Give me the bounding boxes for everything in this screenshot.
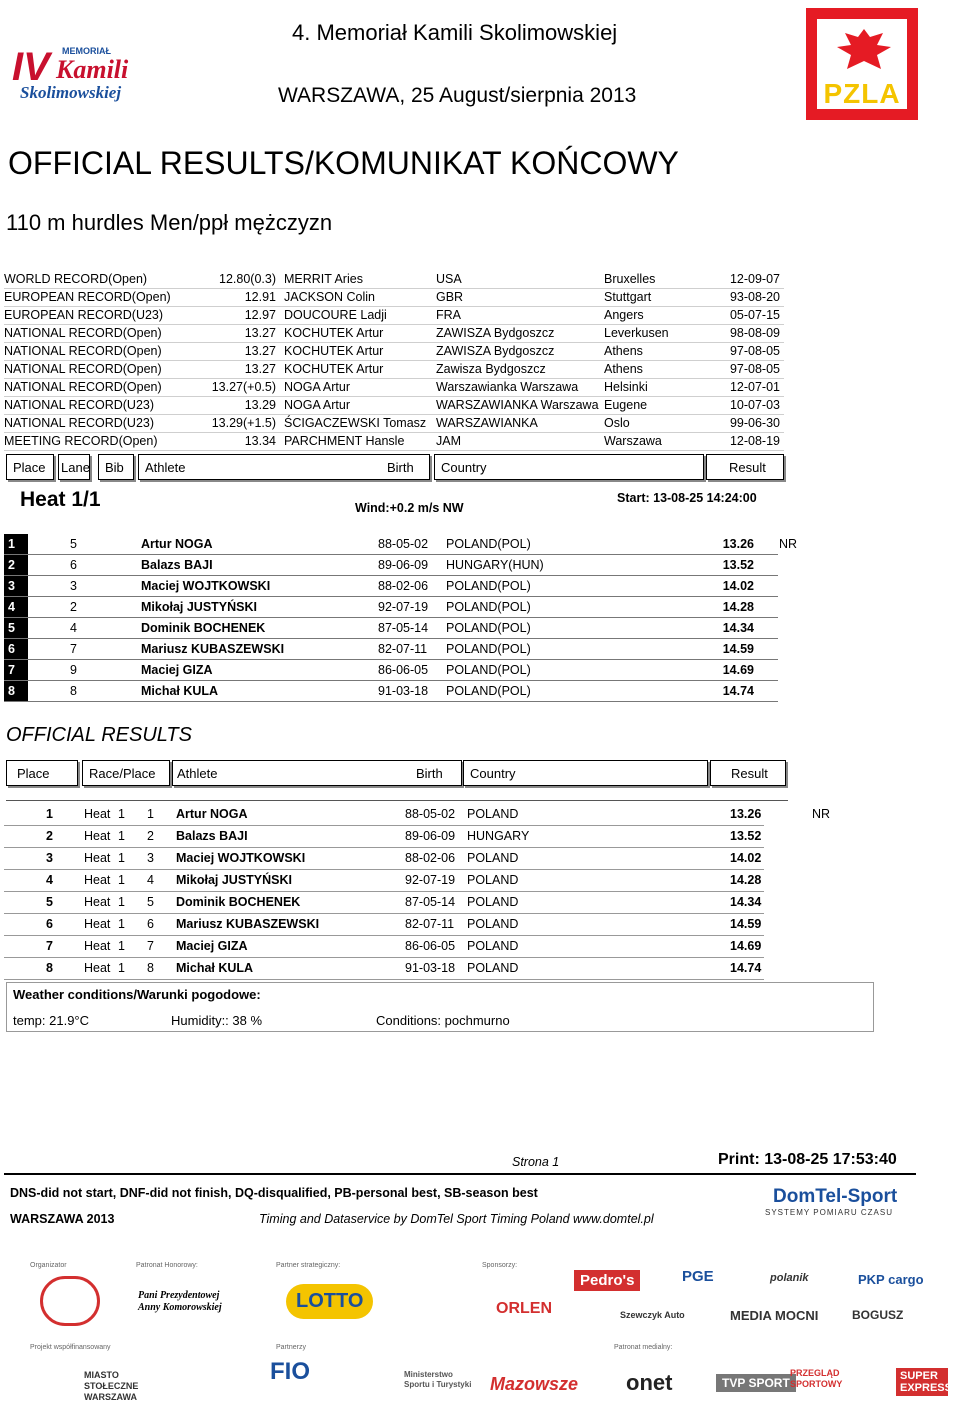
row-lane: 5: [70, 537, 77, 551]
sponsor-label: Partnerzy: [276, 1344, 306, 1351]
row-heat-number: 1: [118, 939, 125, 953]
row-country: POLAND: [467, 895, 519, 909]
record-result: 13.27(+0.5): [211, 380, 276, 394]
page-title: OFFICIAL RESULTS/KOMUNIKAT KOŃCOWY: [8, 145, 679, 181]
row-country: POLAND: [467, 917, 519, 931]
record-athlete: MERRIT Aries: [284, 272, 363, 286]
row-heat: Heat: [84, 851, 111, 865]
record-athlete: KOCHUTEK Artur: [284, 362, 384, 376]
record-result: 13.27: [244, 362, 276, 376]
sponsors-strip: [0, 1250, 960, 1414]
row-race-place: 1: [147, 807, 154, 821]
row-birth: 88-05-02: [378, 537, 429, 551]
row-result: 14.59: [730, 917, 762, 931]
row-lane: 2: [70, 600, 77, 614]
record-athlete: KOCHUTEK Artur: [284, 326, 384, 340]
column-header-birth: Birth: [410, 760, 462, 786]
row-heat-number: 1: [118, 851, 125, 865]
record-name: EUROPEAN RECORD(Open): [4, 290, 171, 304]
column-header-place: Place: [6, 454, 54, 480]
record-result: 13.27: [244, 326, 276, 340]
record-date: 05-07-15: [729, 308, 780, 322]
pge-logo: PGE: [682, 1268, 714, 1285]
szewczyk-logo: Szewczyk Auto: [620, 1310, 685, 1320]
record-name: NATIONAL RECORD(U23): [4, 416, 155, 430]
row-place: 8: [4, 681, 28, 701]
event-title: 4. Memoriał Kamili Skolimowskiej: [292, 20, 618, 45]
domtel-logo-subtitle: SYSTEMY POMIARU CZASU: [765, 1208, 893, 1217]
row-athlete: Mikołaj JUSTYŃSKI: [141, 600, 257, 614]
record-date: 97-08-05: [729, 362, 780, 376]
record-country: FRA: [436, 308, 461, 322]
row-athlete: Maciej GIZA: [141, 663, 213, 677]
record-name: NATIONAL RECORD(Open): [4, 362, 162, 376]
column-header-result: Result: [706, 454, 784, 480]
sponsor-label: Patronat Honorowy:: [136, 1262, 198, 1269]
record-name: NATIONAL RECORD(Open): [4, 380, 162, 394]
record-result: 13.34: [244, 434, 276, 448]
sponsor-label: Organizator: [30, 1262, 67, 1269]
row-heat: Heat: [84, 895, 111, 909]
row-race-place: 4: [147, 873, 154, 887]
row-country: HUNGARY(HUN): [446, 558, 544, 572]
record-result: 12.80(0.3): [219, 272, 276, 286]
abbreviation-legend: DNS-did not start, DNF-did not finish, DQ-disqualified, PB-personal best, SB-season best: [10, 1186, 538, 1200]
row-heat: Heat: [84, 939, 111, 953]
record-row: [4, 288, 784, 307]
table-row: [4, 847, 764, 870]
record-athlete: NOGA Artur: [284, 398, 350, 412]
weather-humidity: Humidity:: 38 %: [171, 1013, 263, 1028]
row-result: 14.59: [722, 642, 754, 656]
record-name: MEETING RECORD(Open): [4, 434, 158, 448]
column-header-athlete: Athlete: [172, 760, 462, 786]
row-athlete: Maciej WOJTKOWSKI: [176, 851, 306, 865]
eagle-icon: [817, 23, 911, 83]
row-birth: 87-05-14: [405, 895, 456, 909]
record-athlete: DOUCOURE Ladji: [284, 308, 387, 322]
row-country: POLAND: [467, 807, 519, 821]
record-country: WARSZAWIANKA: [436, 416, 538, 430]
row-place: 3: [4, 576, 28, 596]
row-place: 2: [46, 829, 53, 843]
pzla-logo: [806, 8, 918, 120]
table-row: [4, 957, 764, 980]
row-athlete: Artur NOGA: [141, 537, 213, 551]
record-country: GBR: [436, 290, 464, 304]
row-place: 6: [4, 639, 28, 659]
record-place: Oslo: [604, 416, 630, 430]
row-birth: 86-06-05: [378, 663, 429, 677]
row-athlete: Mariusz KUBASZEWSKI: [141, 642, 285, 656]
row-heat: Heat: [84, 807, 111, 821]
column-header-lane: Lane: [58, 454, 90, 480]
row-heat-number: 1: [118, 895, 125, 909]
record-date: 99-06-30: [729, 416, 780, 430]
row-country: POLAND(POL): [446, 537, 531, 551]
patron-logo: Pani Prezydentowej Anny Komorowskiej: [138, 1290, 222, 1313]
row-place: 1: [46, 807, 53, 821]
row-place: 6: [46, 917, 53, 931]
table-row: [4, 597, 778, 618]
svg-text:MEMORIAŁ: MEMORIAŁ: [62, 46, 111, 56]
row-heat: Heat: [84, 873, 111, 887]
row-lane: 9: [70, 663, 77, 677]
event-location-date: WARSZAWA, 25 August/sierpnia 2013: [278, 84, 637, 107]
column-header-birth: Birth: [381, 454, 430, 480]
row-heat-number: 1: [118, 917, 125, 931]
row-birth: 88-05-02: [405, 807, 456, 821]
column-header-result: Result: [710, 760, 786, 786]
official-results-title: OFFICIAL RESULTS: [6, 724, 192, 746]
discipline-title: 110 m hurdles Men/ppł mężczyzn: [6, 210, 333, 235]
row-result: 13.52: [730, 829, 762, 843]
row-race-place: 8: [147, 961, 154, 975]
row-place: 7: [46, 939, 53, 953]
row-race-place: 7: [147, 939, 154, 953]
row-birth: 86-06-05: [405, 939, 456, 953]
row-lane: 3: [70, 579, 77, 593]
onet-logo: onet: [626, 1370, 673, 1395]
row-country: POLAND(POL): [446, 663, 531, 677]
record-date: 12-09-07: [729, 272, 780, 286]
record-athlete: PARCHMENT Hansle: [284, 434, 405, 448]
organizer-logo: [40, 1276, 100, 1326]
record-country: USA: [436, 272, 462, 286]
sponsor-label: Projekt współfinansowany: [30, 1344, 111, 1351]
row-birth: 88-02-06: [405, 851, 456, 865]
row-place: 4: [46, 873, 53, 887]
svg-text:Skolimowskiej: Skolimowskiej: [20, 83, 122, 102]
row-result: 14.34: [730, 895, 762, 909]
row-country: POLAND(POL): [446, 600, 531, 614]
row-race-place: 2: [147, 829, 154, 843]
row-athlete: Michał KULA: [141, 684, 219, 698]
domtel-logo-text: DomTel-Sport: [773, 1186, 898, 1207]
record-place: Athens: [604, 344, 643, 358]
row-lane: 4: [70, 621, 77, 635]
record-row: [4, 432, 784, 451]
row-race-place: 5: [147, 895, 154, 909]
table-row: [4, 534, 798, 555]
record-date: 93-08-20: [729, 290, 780, 304]
media-mocni-logo: MEDIA MOCNI: [730, 1308, 819, 1323]
record-country: WARSZAWIANKA Warszawa: [436, 398, 599, 412]
lotto-logo: LOTTO: [286, 1284, 373, 1319]
record-athlete: JACKSON Colin: [284, 290, 375, 304]
table-row: [4, 803, 831, 826]
weather-box: [6, 982, 874, 1032]
row-heat: Heat: [84, 961, 111, 975]
pzla-logo-text: PZLA: [823, 78, 901, 109]
bogusz-logo: BOGUSZ: [852, 1308, 904, 1322]
row-result: 13.52: [722, 558, 754, 572]
record-name: WORLD RECORD(Open): [4, 272, 148, 286]
row-country: POLAND: [467, 851, 519, 865]
row-birth: 92-07-19: [405, 873, 456, 887]
memorial-logo-graphic: [10, 40, 160, 102]
record-place: Leverkusen: [604, 326, 669, 340]
record-place: Warszawa: [604, 434, 662, 448]
record-row: [4, 378, 784, 397]
record-result: 12.91: [244, 290, 276, 304]
record-row: [4, 306, 784, 325]
column-header-athlete: Athlete: [138, 454, 430, 480]
sponsor-label: Partner strategiczny:: [276, 1262, 341, 1269]
table-row: [4, 869, 764, 892]
row-result: 14.74: [730, 961, 762, 975]
row-athlete: Maciej GIZA: [176, 939, 248, 953]
row-country: HUNGARY: [467, 829, 530, 843]
row-race-place: 6: [147, 917, 154, 931]
row-result: 13.26: [730, 807, 762, 821]
row-result: 14.69: [722, 663, 754, 677]
row-country: POLAND: [467, 939, 519, 953]
warszawa-logo: MIASTO STOŁECZNE WARSZAWA: [84, 1370, 139, 1402]
table-row: [4, 891, 764, 914]
row-athlete: Balazs BAJI: [176, 829, 248, 843]
row-country: POLAND(POL): [446, 579, 531, 593]
wind-info: Wind:+0.2 m/s NW: [355, 501, 464, 515]
record-row: [4, 414, 784, 433]
row-country: POLAND(POL): [446, 621, 531, 635]
row-birth: 82-07-11: [405, 917, 455, 931]
weather-temp: temp: 21.9°C: [13, 1013, 90, 1028]
sponsor-label: Sponsorzy:: [482, 1262, 518, 1269]
record-result: 13.27: [244, 344, 276, 358]
table-row: [4, 639, 778, 660]
column-header-race-place: Race/Place: [82, 760, 170, 786]
table-row: [4, 825, 764, 848]
table-row: [4, 913, 764, 936]
footer-location: WARSZAWA 2013: [10, 1212, 115, 1226]
heat-title: Heat 1/1: [20, 488, 101, 511]
record-result: 13.29(+1.5): [211, 416, 276, 430]
record-country: ZAWISZA Bydgoszcz: [436, 326, 555, 340]
record-row: [4, 342, 784, 361]
page-number: Strona 1: [512, 1155, 560, 1169]
row-athlete: Michał KULA: [176, 961, 254, 975]
row-place: 5: [4, 618, 28, 638]
row-country: POLAND: [467, 873, 519, 887]
orlen-logo: ORLEN: [496, 1300, 552, 1317]
record-row: [4, 270, 784, 289]
row-place: 8: [46, 961, 53, 975]
column-header-place: Place: [6, 760, 78, 786]
row-heat: Heat: [84, 829, 111, 843]
row-place: 3: [46, 851, 53, 865]
row-result: 14.02: [730, 851, 762, 865]
row-place: 1: [4, 534, 28, 554]
przeglad-sportowy-logo: PRZEGLĄD SPORTOWY: [790, 1368, 843, 1389]
row-result: 14.69: [730, 939, 762, 953]
table-row: [4, 618, 778, 639]
svg-text:Kamili: Kamili: [56, 55, 129, 84]
start-time: Start: 13-08-25 14:24:00: [617, 491, 757, 505]
row-result: 14.34: [722, 621, 754, 635]
table-row: [4, 576, 778, 597]
row-athlete: Maciej WOJTKOWSKI: [141, 579, 271, 593]
record-row: [4, 396, 784, 415]
memorial-logo: [10, 40, 160, 102]
row-heat-number: 1: [118, 961, 125, 975]
record-date: 98-08-09: [729, 326, 780, 340]
record-place: Eugene: [604, 398, 648, 412]
record-result: 12.97: [244, 308, 276, 322]
column-header-country: Country: [463, 760, 708, 786]
row-lane: 6: [70, 558, 77, 572]
table-row: [4, 681, 778, 702]
row-birth: 91-03-18: [378, 684, 429, 698]
row-birth: 92-07-19: [378, 600, 429, 614]
pedros-logo: Pedro's: [574, 1270, 640, 1291]
column-header-country: Country: [434, 454, 704, 480]
row-birth: 89-06-09: [378, 558, 429, 572]
row-athlete: Mariusz KUBASZEWSKI: [176, 917, 320, 931]
row-result: 14.28: [730, 873, 762, 887]
row-result: 14.28: [722, 600, 754, 614]
polanik-logo: polanik: [770, 1272, 809, 1284]
fio-logo: FIO: [270, 1358, 310, 1385]
record-country: Warszawianka Warszawa: [436, 380, 579, 394]
record-name: EUROPEAN RECORD(U23): [4, 308, 164, 322]
row-place: 5: [46, 895, 53, 909]
record-place: Bruxelles: [604, 272, 656, 286]
record-date: 97-08-05: [729, 344, 780, 358]
row-note: NR: [779, 537, 798, 551]
domtel-logo: [765, 1186, 910, 1218]
record-place: Stuttgart: [604, 290, 652, 304]
row-result: 14.74: [722, 684, 754, 698]
row-country: POLAND(POL): [446, 684, 531, 698]
row-athlete: Mikołaj JUSTYŃSKI: [176, 873, 292, 887]
row-heat: Heat: [84, 917, 111, 931]
record-date: 10-07-03: [729, 398, 780, 412]
super-express-logo: SUPER EXPRESS: [896, 1368, 948, 1396]
record-date: 12-08-19: [729, 434, 780, 448]
record-row: [4, 360, 784, 379]
row-country: POLAND: [467, 961, 519, 975]
record-name: NATIONAL RECORD(Open): [4, 326, 162, 340]
record-athlete: ŚCIGACZEWSKI Tomasz: [284, 416, 427, 430]
row-race-place: 3: [147, 851, 154, 865]
row-birth: 91-03-18: [405, 961, 456, 975]
row-heat-number: 1: [118, 829, 125, 843]
column-header-bib: Bib: [98, 454, 134, 480]
row-country: POLAND(POL): [446, 642, 531, 656]
weather-title: Weather conditions/Warunki pogodowe:: [13, 987, 261, 1002]
row-birth: 87-05-14: [378, 621, 429, 635]
row-result: 14.02: [722, 579, 754, 593]
record-row: [4, 324, 784, 343]
row-athlete: Artur NOGA: [176, 807, 248, 821]
row-birth: 89-06-09: [405, 829, 456, 843]
print-timestamp: Print: 13-08-25 17:53:40: [718, 1151, 897, 1168]
record-result: 13.29: [244, 398, 276, 412]
record-country: Zawisza Bydgoszcz: [436, 362, 546, 376]
row-athlete: Balazs BAJI: [141, 558, 213, 572]
record-place: Athens: [604, 362, 643, 376]
pkp-cargo-logo: PKP cargo: [858, 1272, 924, 1287]
row-place: 2: [4, 555, 28, 575]
record-athlete: KOCHUTEK Artur: [284, 344, 384, 358]
sponsor-label: Patronat medialny:: [614, 1344, 673, 1351]
row-place: 4: [4, 597, 28, 617]
record-place: Angers: [604, 308, 644, 322]
record-place: Helsinki: [604, 380, 648, 394]
footer-divider: [4, 1173, 916, 1175]
svg-text:IV: IV: [12, 45, 50, 89]
row-athlete: Dominik BOCHENEK: [176, 895, 301, 909]
table-divider: [6, 800, 788, 801]
table-row: [4, 935, 764, 958]
mazowsze-logo: Mazowsze: [490, 1374, 579, 1394]
row-athlete: Dominik BOCHENEK: [141, 621, 266, 635]
row-lane: 8: [70, 684, 77, 698]
record-name: NATIONAL RECORD(U23): [4, 398, 155, 412]
record-country: JAM: [436, 434, 461, 448]
row-result: 13.26: [722, 537, 754, 551]
record-name: NATIONAL RECORD(Open): [4, 344, 162, 358]
row-birth: 88-02-06: [378, 579, 429, 593]
tvp-sport-logo: TVP SPORT: [716, 1374, 796, 1392]
row-birth: 82-07-11: [378, 642, 428, 656]
record-country: ZAWISZA Bydgoszcz: [436, 344, 555, 358]
table-row: [4, 555, 778, 576]
record-date: 12-07-01: [729, 380, 780, 394]
row-heat-number: 1: [118, 873, 125, 887]
record-athlete: NOGA Artur: [284, 380, 350, 394]
row-heat-number: 1: [118, 807, 125, 821]
row-place: 7: [4, 660, 28, 680]
ministry-logo: Ministerstwo Sportu i Turystyki: [404, 1370, 472, 1389]
timing-credit: Timing and Dataservice by DomTel Sport Timing Poland www.domtel.pl: [259, 1212, 654, 1226]
table-row: [4, 660, 778, 681]
row-note: NR: [812, 807, 831, 821]
row-lane: 7: [70, 642, 77, 656]
weather-conditions: Conditions: pochmurno: [376, 1013, 510, 1028]
